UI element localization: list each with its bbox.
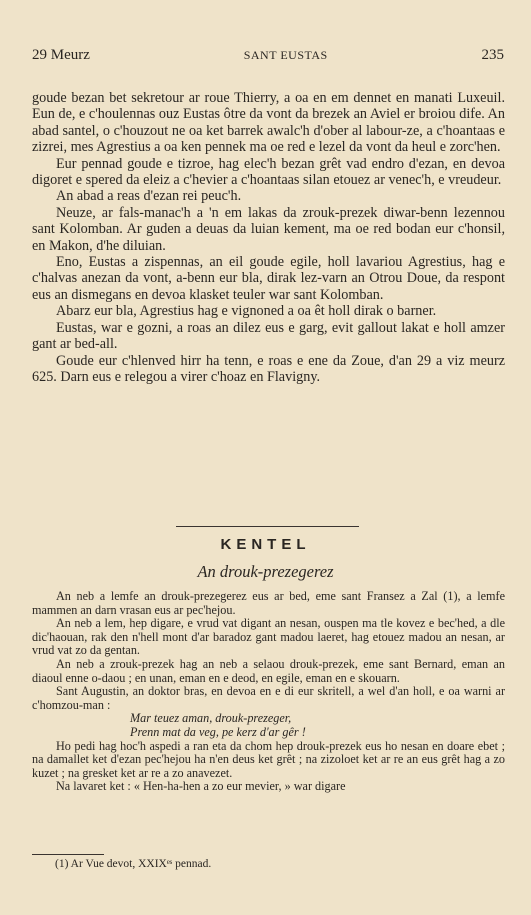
running-header bbox=[32, 47, 504, 69]
footnote-divider bbox=[32, 854, 104, 855]
page-number: 235 bbox=[481, 47, 504, 63]
lesson-paragraph: An neb a lem, hep digare, e vrud vat digant an nesan, ouspen ma tle kovez e bec'hed, a dle dic'haouan, rak den n'hell mont d'ar baradoz gant madou laeret, hag etouez madou an nesan, ar vrud vat zo da gentan. bbox=[32, 616, 505, 658]
paragraph: goude bezan bet sekretour ar roue Thierry, a oa en em dennet en manati Luxeuil. Eun de, e c'houlennas ouz Eustas ôtre da vont da brezek an Aviel er broiou dife. An abad santel, o c'houzout ne oa ket barrek awalc'h d'ober al labour-ze, a c'hoantaas e zizrei, mes Agrestius a oa ken pennek ma oe red e lezel da vont da heul e zorc'hen. bbox=[32, 90, 505, 156]
lesson-paragraph: An neb a zrouk-prezek hag an neb a selaou drouk-prezek, eme sant Bernard, eman an diaoul enne o-daou ; en unan, eman en e deod, en egile, eman en e skouarn. bbox=[32, 656, 505, 685]
lesson-paragraph: Na lavaret ket : « Hen-ha-hen a zo eur mevier, » war digare bbox=[56, 779, 346, 794]
main-text bbox=[32, 90, 505, 385]
footnote: (1) Ar Vue devot, XXIXᵉˢ pennad. bbox=[55, 858, 212, 870]
section-title: KENTEL bbox=[220, 536, 311, 553]
lesson-paragraph: Sant Augustin, an doktor bras, en devoa en e di eur skritell, a wel d'an holl, e oa warni ar c'homzou-man : bbox=[32, 684, 505, 712]
paragraph: Abarz eur bla, Agrestius hag e vignoned a oa êt holl dirak o barner. bbox=[56, 303, 437, 320]
verse-line: Mar teuez aman, drouk-prezeger, bbox=[130, 711, 292, 726]
lesson-paragraph: An neb a lemfe an drouk-prezegerez eus ar bed, eme sant Fransez a Zal (1), a lemfe mammen an darn vrasan eus ar pec'hejou. bbox=[32, 589, 505, 617]
paragraph: Eur pennad goude e tizroe, hag elec'h bezan grêt vad endro d'ezan, en devoa digoret e spered da eleiz a c'hevier a c'hoantaas silan etouez ar venec'h, e vreudeur. bbox=[32, 155, 505, 189]
paragraph: Eustas, war e gozni, a roas an dilez eus e garg, evit gallout lakat e holl amzer gant ar bed-all. bbox=[32, 319, 505, 353]
section-subtitle: An drouk-prezegerez bbox=[197, 562, 334, 581]
header-title: SANT EUSTAS bbox=[243, 48, 328, 62]
section-divider bbox=[176, 526, 359, 527]
verse-line: Prenn mat da veg, pe kerz d'ar gêr ! bbox=[130, 724, 306, 739]
lesson-text bbox=[32, 590, 505, 794]
paragraph: Eno, Eustas a zispennas, an eil goude egile, holl lavariou Agrestius, hag e c'halvas anezan da vont, a-benn eur bla, dirak lez-varn an Otrou Doue, da respont eus an dismegans en devoa klasket teuler war sant Kolomban. bbox=[32, 254, 505, 303]
lesson-paragraph: Ho pedi hag hoc'h aspedi a ran eta da chom hep drouk-prezek eus ho nesan en doare ebet ; na damallet ket d'ezan pec'hejou ha n'en deus ket grêt ; na zizoloet ket ar re an eus grêt hag a zo kuzet ; na gresket ket ar re a zo anavezet. bbox=[32, 738, 505, 780]
paragraph: Neuze, ar fals-manac'h a 'n em lakas da zrouk-prezek diwar-benn lezennou sant Kolomban. Ar guden a deuas da luian kement, ma oe red bodan eur c'honsil, en Makon, d'he diluian. bbox=[32, 204, 505, 254]
paragraph: Goude eur c'hlenved hirr ha tenn, e roas e ene da Zoue, d'an 29 a viz meurz 625. Darn eus e relegou a virer c'hoaz en Flavigny. bbox=[32, 352, 505, 385]
paragraph: An abad a reas d'ezan rei peuc'h. bbox=[56, 188, 242, 205]
header-date: 29 Meurz bbox=[32, 47, 90, 63]
